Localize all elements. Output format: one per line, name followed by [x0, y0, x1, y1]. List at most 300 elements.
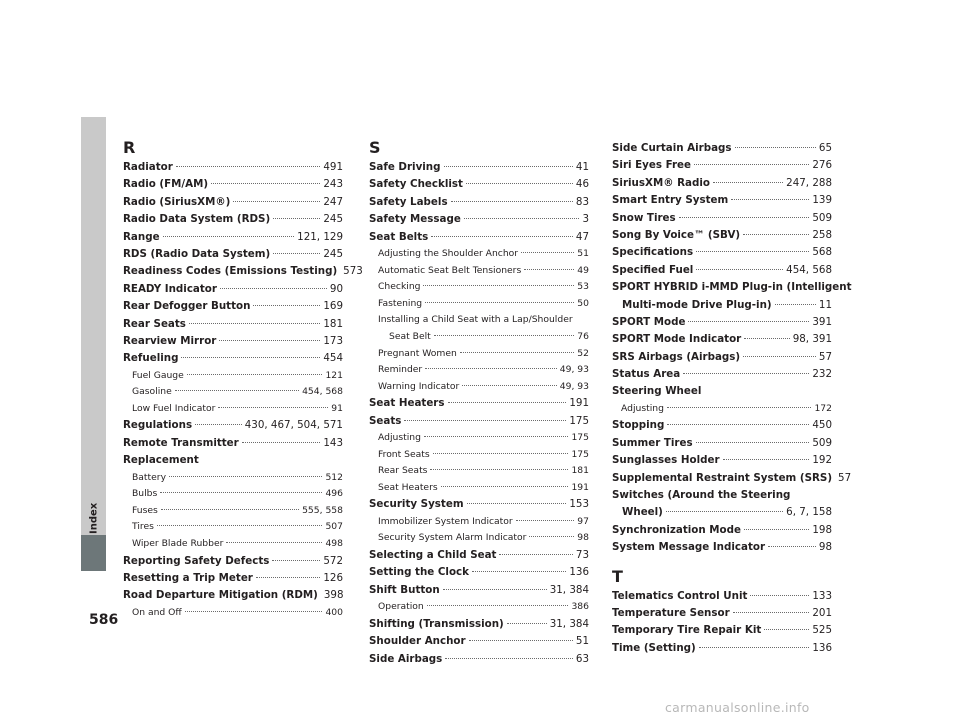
index-page-ref[interactable]: 454, 568 [786, 263, 832, 276]
leader-dots [683, 372, 809, 374]
leader-dots [521, 251, 574, 253]
leader-dots [176, 165, 321, 167]
index-entry [369, 582, 589, 599]
index-page-ref[interactable]: 76 [577, 330, 589, 342]
index-term: Battery [132, 471, 167, 483]
leader-dots [750, 594, 809, 596]
index-page-ref[interactable]: 498 [325, 538, 343, 550]
index-subentry [369, 463, 589, 480]
leader-dots [451, 200, 573, 202]
leader-dots [195, 423, 242, 425]
leader-dots [273, 252, 320, 254]
index-entry [612, 417, 832, 434]
index-entry [369, 616, 589, 633]
index-term: Safety Labels [369, 195, 448, 208]
index-entry [612, 349, 832, 366]
leader-dots [233, 200, 320, 202]
index-term: Range [123, 230, 160, 243]
index-entry [123, 587, 343, 604]
index-term: Fuses [132, 504, 158, 516]
page-number: 586 [89, 612, 119, 628]
index-page-ref[interactable]: 153 [569, 498, 589, 511]
index-term: Song By Voice™ (SBV) [612, 228, 741, 241]
index-subentry [369, 312, 589, 329]
index-subentry [369, 599, 589, 616]
entries-s [369, 159, 589, 668]
index-entry [123, 316, 343, 333]
index-page-ref[interactable]: 49, 93 [559, 380, 589, 392]
index-page-ref[interactable]: 509 [812, 211, 832, 224]
index-page-ref[interactable]: 247, 288 [786, 176, 832, 189]
index-term: Side Curtain Airbags [612, 142, 732, 154]
index-entry [612, 157, 832, 174]
index-term: Front Seats [378, 448, 430, 460]
index-term: Bulbs [132, 488, 158, 500]
index-term: System Message Indicator [612, 541, 766, 554]
index-term: Specifications [612, 246, 694, 259]
index-page-ref[interactable]: 49, 93 [559, 364, 589, 376]
index-page-ref[interactable]: 191 [571, 481, 589, 493]
index-page-ref[interactable]: 47 [575, 230, 589, 243]
index-page-ref[interactable]: 181 [323, 317, 343, 330]
entries-r [123, 159, 363, 621]
index-entry [123, 194, 343, 211]
index-subentry [612, 504, 832, 521]
index-entry [123, 298, 343, 315]
index-entry [612, 227, 832, 244]
index-entry [123, 350, 343, 367]
index-page-ref[interactable]: 512 [325, 471, 343, 483]
index-term: Remote Transmitter [123, 436, 239, 449]
index-term: Specified Fuel [612, 263, 694, 276]
index-term: RDS (Radio Data System) [123, 247, 271, 260]
index-page-ref[interactable]: 41 [575, 161, 589, 173]
index-term: Replacement [123, 454, 199, 467]
leader-dots [699, 646, 810, 648]
index-page-ref[interactable]: 143 [323, 436, 343, 449]
leader-dots [775, 303, 816, 305]
index-page-ref[interactable]: 491 [323, 161, 343, 173]
index-column-s [369, 138, 589, 668]
index-subentry [369, 263, 589, 280]
index-term: SPORT Mode Indicator [612, 333, 742, 346]
leader-dots [764, 628, 809, 630]
index-term: Reminder [378, 364, 423, 376]
index-page-ref[interactable]: 139 [812, 194, 832, 207]
leader-dots [272, 559, 320, 561]
leader-dots [445, 657, 573, 659]
index-column-s-continued [612, 140, 852, 657]
index-page-ref[interactable]: 91 [331, 402, 343, 414]
index-page-ref[interactable]: 121, 129 [297, 230, 343, 243]
leader-dots [157, 524, 323, 526]
index-term: Radiator [123, 161, 173, 173]
leader-dots [667, 406, 812, 408]
index-page-ref[interactable]: 258 [812, 228, 832, 241]
leader-dots [220, 287, 327, 289]
index-page-ref[interactable]: 52 [577, 347, 589, 359]
index-term: Safe Driving [369, 161, 441, 173]
leader-dots [219, 339, 320, 341]
index-page-ref[interactable]: 98 [577, 532, 589, 544]
index-entry [123, 452, 343, 469]
leader-dots [667, 423, 809, 425]
index-entry [123, 435, 343, 452]
index-term: Status Area [612, 368, 681, 381]
index-term: Road Departure Mitigation (RDM) [123, 589, 318, 602]
index-page-ref[interactable]: 169 [323, 300, 343, 313]
index-subentry [123, 401, 343, 418]
section-letter-t: T [612, 566, 623, 586]
index-page-ref[interactable]: 555, 558 [302, 504, 343, 516]
index-term: Refueling [123, 352, 179, 365]
index-page-ref[interactable]: 276 [812, 159, 832, 172]
index-entry [612, 140, 832, 157]
index-entry [612, 210, 832, 227]
index-page-ref[interactable]: 192 [812, 454, 832, 467]
index-entry [612, 522, 832, 539]
index-subentry [369, 346, 589, 363]
index-term: Rear Defogger Button [123, 300, 251, 313]
index-term: Radio (SiriusXM®) [123, 195, 231, 208]
index-term: Stopping [612, 419, 665, 432]
index-page-ref[interactable]: 172 [814, 402, 832, 414]
index-entry [369, 194, 589, 211]
index-entry [612, 244, 832, 261]
index-page-ref[interactable]: 31, 384 [549, 617, 589, 630]
index-page-ref[interactable]: 568 [812, 246, 832, 259]
index-subentry [369, 329, 589, 346]
index-subentry [369, 362, 589, 379]
leader-dots [163, 235, 295, 237]
leader-dots [529, 535, 574, 537]
index-page-ref[interactable]: 181 [571, 465, 589, 477]
index-page-ref[interactable]: 507 [325, 521, 343, 533]
index-term: Steering Wheel [612, 385, 702, 398]
leader-dots [425, 301, 574, 303]
leader-dots [679, 216, 810, 218]
index-term: Seat Heaters [369, 397, 445, 410]
index-page-ref[interactable]: 133 [812, 589, 832, 602]
leader-dots [744, 528, 809, 530]
index-term: Seat Belts [369, 230, 429, 243]
leader-dots [443, 588, 547, 590]
index-page-ref[interactable]: 46 [575, 178, 589, 191]
index-term: Low Fuel Indicator [132, 402, 216, 414]
leader-dots [441, 485, 569, 487]
index-entry [123, 246, 343, 263]
index-entry [612, 435, 832, 452]
index-entry [612, 192, 832, 209]
leader-dots [431, 235, 573, 237]
index-page-ref[interactable]: 245 [323, 213, 343, 226]
index-entry [369, 395, 589, 412]
index-page-ref[interactable]: 232 [812, 368, 832, 381]
index-term: Shift Button [369, 583, 440, 596]
index-subentry [123, 519, 343, 536]
index-page-ref[interactable]: 136 [569, 566, 589, 579]
index-page-ref[interactable]: 126 [323, 572, 343, 584]
index-term: Fuel Gauge [132, 369, 184, 381]
leader-dots [242, 441, 321, 443]
index-page-ref[interactable]: 173 [323, 334, 343, 347]
leader-dots [444, 165, 573, 167]
index-entry [612, 622, 832, 639]
index-page-ref[interactable]: 400 [325, 606, 343, 618]
leader-dots [696, 268, 783, 270]
index-term: Checking [378, 281, 421, 293]
leader-dots [185, 610, 323, 612]
index-subentry [123, 384, 343, 401]
index-entry [612, 539, 832, 556]
index-term: Adjusting [378, 432, 421, 444]
index-term: Supplemental Restraint System (SRS) [612, 471, 833, 484]
index-term: Rear Seats [378, 465, 428, 477]
index-page-ref[interactable]: 51 [577, 247, 589, 259]
leader-dots [735, 146, 816, 148]
index-entry [123, 229, 343, 246]
index-term: Warning Indicator [378, 380, 460, 392]
leader-dots [743, 355, 816, 357]
leader-dots [256, 576, 320, 578]
index-subentry [369, 279, 589, 296]
index-term: Wiper Blade Rubber [132, 538, 224, 550]
index-term: Seat Belt [389, 330, 431, 342]
index-term: Side Airbags [369, 652, 443, 665]
index-page-ref[interactable]: 136 [812, 641, 832, 654]
index-term: Security System [369, 498, 464, 511]
index-term: Readiness Codes (Emissions Testing) [123, 265, 338, 278]
index-page-ref[interactable]: 50 [577, 297, 589, 309]
index-page-ref[interactable]: 430, 467, 504, 571 [244, 419, 343, 432]
index-page-ref[interactable]: 6, 7, 158 [786, 506, 832, 519]
leader-dots [169, 475, 322, 477]
leader-dots [696, 250, 809, 252]
index-page-ref[interactable]: 247 [323, 195, 343, 208]
index-entry [612, 383, 832, 400]
index-page-ref[interactable]: 65 [818, 142, 832, 154]
index-entry [612, 331, 832, 348]
leader-dots [743, 233, 809, 235]
index-term: Radio Data System (RDS) [123, 213, 271, 226]
index-page-ref[interactable]: 49 [577, 264, 589, 276]
index-entry [123, 570, 343, 587]
leader-dots [433, 452, 569, 454]
leader-dots [218, 406, 328, 408]
index-term: Rearview Mirror [123, 334, 217, 347]
leader-dots [460, 351, 574, 353]
index-page-ref[interactable]: 450 [812, 419, 832, 432]
index-subentry [612, 297, 832, 314]
leader-dots [731, 198, 809, 200]
leader-dots [424, 435, 569, 437]
leader-dots [187, 373, 323, 375]
index-entry [369, 229, 589, 246]
leader-dots [448, 401, 567, 403]
index-term: Shoulder Anchor [369, 635, 466, 648]
index-page-ref[interactable]: 175 [569, 414, 589, 427]
index-subentry [369, 246, 589, 263]
leader-dots [467, 502, 567, 504]
index-page-ref[interactable]: 63 [575, 652, 589, 665]
index-page-ref[interactable]: 525 [812, 624, 832, 637]
index-subentry [369, 480, 589, 497]
index-page-ref[interactable]: 83 [575, 195, 589, 208]
index-page-ref[interactable]: 243 [323, 178, 343, 191]
leader-dots [507, 622, 547, 624]
leader-dots [723, 458, 810, 460]
index-term: Installing a Child Seat with a Lap/Shoulder [378, 314, 573, 326]
index-term: Wheel) [622, 506, 663, 519]
index-page-ref[interactable]: 245 [323, 247, 343, 260]
index-entry [369, 547, 589, 564]
index-term: Sunglasses Holder [612, 454, 720, 467]
index-page-ref[interactable]: 51 [575, 635, 589, 648]
index-page-ref[interactable]: 121 [325, 369, 343, 381]
index-page-ref[interactable]: 57 [818, 350, 832, 363]
index-entry [612, 452, 832, 469]
index-term: SPORT Mode [612, 315, 686, 328]
index-entry [612, 366, 832, 383]
index-page-ref[interactable]: 175 [571, 448, 589, 460]
index-subentry [123, 536, 343, 553]
index-subentry [123, 503, 343, 520]
index-term: Temperature Sensor [612, 606, 730, 619]
index-term: Seats [369, 414, 402, 427]
index-term: Setting the Clock [369, 566, 469, 579]
index-entry [612, 279, 852, 296]
index-term: Tires [132, 521, 154, 533]
index-entry [123, 553, 343, 570]
index-term: Selecting a Child Seat [369, 549, 497, 562]
leader-dots [469, 639, 573, 641]
index-page-ref[interactable]: 90 [329, 282, 343, 295]
index-page-ref[interactable]: 509 [812, 436, 832, 449]
index-term: Pregnant Women [378, 347, 457, 359]
index-entry [123, 176, 343, 193]
index-page-ref[interactable]: 201 [812, 606, 832, 619]
leader-dots [226, 541, 322, 543]
section-letter-r: R [123, 138, 136, 157]
index-entry [369, 159, 589, 176]
index-entry [369, 176, 589, 193]
leader-dots [464, 217, 580, 219]
index-term: SPORT HYBRID i-MMD Plug-in (Intelligent [612, 281, 852, 294]
index-entry [612, 314, 832, 331]
index-page-ref[interactable]: 53 [577, 281, 589, 293]
leader-dots [430, 468, 568, 470]
leader-dots [462, 384, 556, 386]
index-term: Shifting (Transmission) [369, 617, 504, 630]
leader-dots [425, 367, 557, 369]
index-page-ref[interactable]: 454, 568 [302, 386, 343, 398]
index-term: Time (Setting) [612, 641, 696, 654]
index-side-tab-marker [81, 535, 106, 571]
index-term: Smart Entry System [612, 194, 729, 207]
index-entry [612, 487, 832, 504]
index-page-ref[interactable]: 398 [323, 589, 344, 602]
index-page-ref[interactable]: 454 [323, 352, 343, 365]
leader-dots [161, 508, 299, 510]
index-page-ref[interactable]: 11 [818, 298, 832, 311]
index-subentry [123, 470, 343, 487]
index-term: Synchronization Mode [612, 523, 741, 536]
index-term: Automatic Seat Belt Tensioners [378, 264, 522, 276]
leader-dots [713, 181, 783, 183]
leader-dots [696, 441, 810, 443]
leader-dots [211, 182, 320, 184]
index-term: Immobilizer System Indicator [378, 515, 513, 527]
leader-dots [466, 182, 573, 184]
leader-dots [744, 337, 789, 339]
index-term: SRS Airbags (Airbags) [612, 350, 741, 363]
index-entry [369, 651, 589, 668]
index-page-ref[interactable]: 98, 391 [792, 333, 832, 346]
index-page-ref[interactable]: 391 [812, 315, 832, 328]
index-subentry [123, 605, 343, 622]
index-entry [612, 588, 832, 605]
index-page-ref[interactable]: 191 [569, 397, 589, 410]
index-page-ref[interactable]: 31, 384 [549, 583, 589, 596]
index-term: READY Indicator [123, 282, 217, 295]
index-page-ref[interactable]: 572 [323, 554, 343, 567]
index-page-ref[interactable]: 57 [838, 471, 852, 484]
index-entry [123, 159, 343, 176]
index-page-ref[interactable]: 496 [325, 488, 343, 500]
leader-dots [688, 320, 809, 322]
index-term: Gasoline [132, 386, 172, 398]
leader-dots [423, 284, 574, 286]
index-entry [369, 413, 589, 430]
index-term: Regulations [123, 419, 193, 432]
leader-dots [427, 604, 569, 606]
index-entry [123, 333, 343, 350]
index-term: Siri Eyes Free [612, 159, 692, 172]
index-page-ref[interactable]: 3 [582, 213, 589, 226]
index-term: Adjusting [621, 402, 664, 414]
index-entry [123, 281, 343, 298]
leader-dots [160, 491, 322, 493]
index-subentry [369, 430, 589, 447]
leader-dots [733, 611, 810, 613]
index-term: On and Off [132, 606, 182, 618]
index-term: Security System Alarm Indicator [378, 532, 527, 544]
index-term: Telematics Control Unit [612, 589, 748, 602]
index-entry [369, 633, 589, 650]
index-page-ref[interactable]: 97 [577, 515, 589, 527]
index-entry [123, 263, 363, 280]
index-term: Operation [378, 601, 424, 613]
index-term: Rear Seats [123, 317, 186, 330]
entries-s-continued [612, 140, 852, 557]
leader-dots [499, 553, 572, 555]
index-page-ref[interactable]: 175 [571, 432, 589, 444]
index-subentry [369, 296, 589, 313]
index-entry [612, 605, 832, 622]
index-page-ref[interactable]: 573 [343, 265, 363, 278]
leader-dots [768, 545, 816, 547]
index-page-ref[interactable]: 198 [812, 523, 832, 536]
index-term: Adjusting the Shoulder Anchor [378, 247, 519, 259]
index-term: Radio (FM/AM) [123, 178, 209, 191]
index-page-ref[interactable]: 386 [571, 601, 589, 613]
index-page-ref[interactable]: 98 [818, 541, 832, 554]
index-term: SiriusXM® Radio [612, 176, 710, 189]
index-subentry [369, 447, 589, 464]
leader-dots [434, 334, 575, 336]
index-page-ref[interactable]: 73 [575, 549, 589, 562]
leader-dots [273, 217, 320, 219]
